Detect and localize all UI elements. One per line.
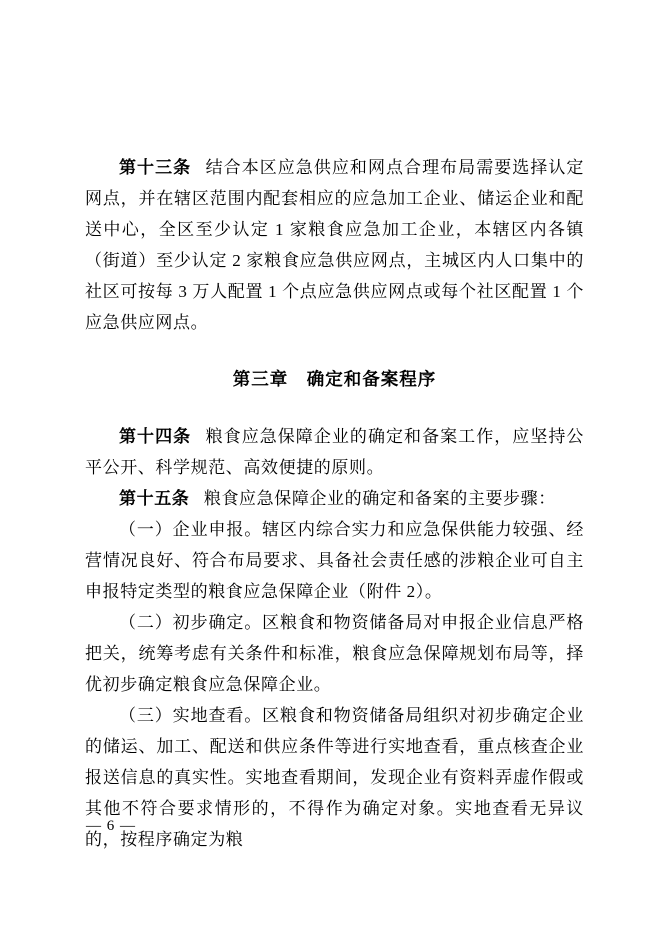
paragraph-article-13 xyxy=(85,152,584,338)
page-number: — 6 — xyxy=(86,818,136,834)
article-15-label: 第十五条 xyxy=(119,489,190,508)
document-content xyxy=(85,152,584,855)
paragraph-item-3: （三）实地查看。区粮食和物资储备局组织对初步确定企业的储运、加工、配送和供应条件等进行实地查看，重点核查企业报送信息的真实性。实地查看期间，发现企业有资料弄虚作假或其他不符合要求情形的，不得作为确定对象。实地查看无异议的，按程序确定为粮 xyxy=(85,706,584,849)
paragraph-article-15 xyxy=(85,483,584,514)
paragraph-item-1: （一）企业申报。辖区内综合实力和应急保供能力较强、经营情况良好、符合布局要求、具备社会责任感的涉粮企业可自主申报特定类型的粮食应急保障企业（附件 2）。 xyxy=(85,520,584,601)
paragraph-item-2: （二）初步确定。区粮食和物资储备局对申报企业信息严格把关，统筹考虑有关条件和标准，粮食应急保障规划布局等，择优初步确定粮食应急保障企业。 xyxy=(85,613,584,694)
chapter-heading: 第三章 确定和备案程序 xyxy=(232,369,437,389)
article-14-text: 粮食应急保障企业的确定和备案工作，应坚持公平公开、科学规范、高效便捷的原则。 xyxy=(85,427,584,477)
article-15-text: 粮食应急保障企业的确定和备案的主要步骤： xyxy=(203,489,556,508)
paragraph-article-14 xyxy=(85,421,584,483)
article-13-label: 第十三条 xyxy=(119,158,192,177)
article-13-text: 结合本区应急供应和网点合理布局需要选择认定网点，并在辖区范围内配套相应的应急加工企业、储运企业和配送中心，全区至少认定 1 家粮食应急加工企业，本辖区内各镇（街道）至少认定 2 家粮食应急供应网点，主城区内人口集中的社区可按每 3 万人配置 1 个点应急供应网点或每个社区配置 1 个应急供应网点。 xyxy=(85,158,584,332)
article-14-label: 第十四条 xyxy=(119,427,192,446)
